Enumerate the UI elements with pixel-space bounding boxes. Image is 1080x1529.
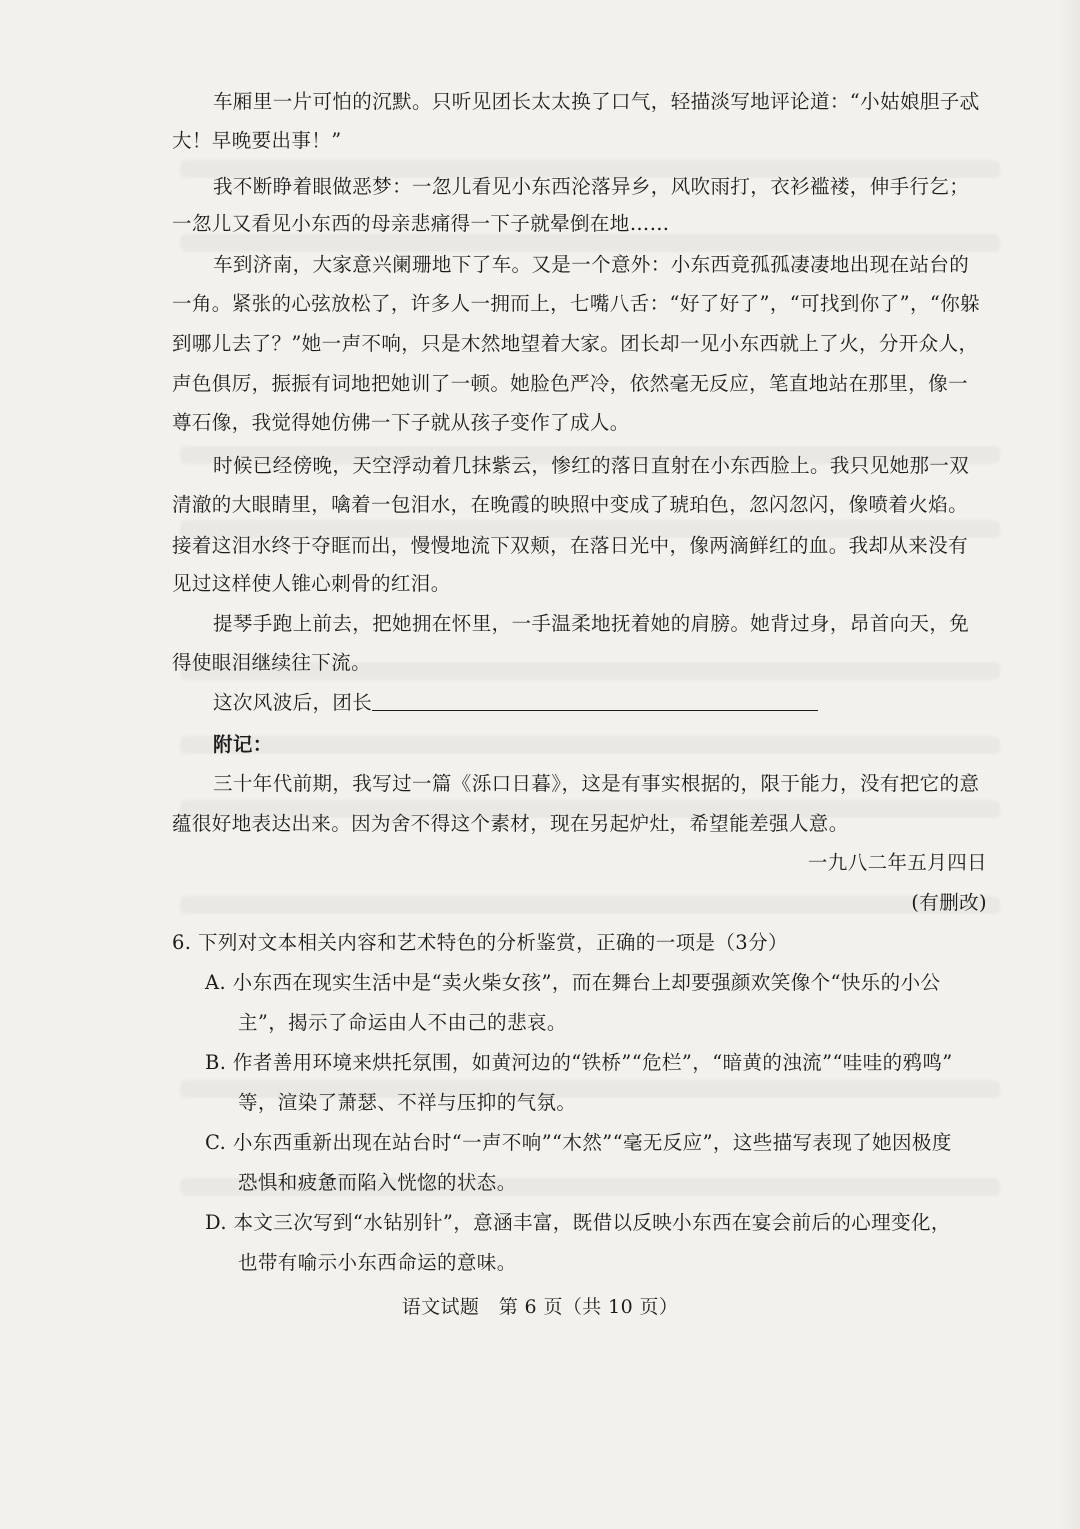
abridged-note: (有删改) (911, 891, 987, 914)
bleed-through (180, 896, 1000, 914)
option-d-continued: 也带有喻示小东西命运的意味。 (238, 1251, 517, 1274)
option-b-continued: 等，渲染了萧瑟、不祥与压抑的气氛。 (238, 1091, 577, 1114)
passage-line: 清澈的大眼睛里，噙着一包泪水，在晚霞的映照中变成了琥珀色，忽闪忽闪，像喷着火焰。 (172, 493, 969, 516)
option-a-continued: 主”，揭示了命运由人不由己的悲哀。 (238, 1011, 567, 1034)
passage-line: 接着这泪水终于夺眶而出，慢慢地流下双颊，在落日光中，像两滴鲜红的血。我却从来没有 (172, 534, 969, 557)
bleed-through (180, 736, 1000, 754)
passage-line: 到哪儿去了？”她一声不响，只是木然地望着大家。团长却一见小东西就上了火，分开众人， (172, 332, 979, 355)
option-a[interactable]: A. 小东西在现实生活中是“卖火柴女孩”，而在舞台上却要强颜欢笑像个“快乐的小公 (205, 971, 941, 994)
passage-line: 一忽儿又看见小东西的母亲悲痛得一下子就晕倒在地…… (172, 212, 670, 235)
option-c[interactable]: C. 小东西重新出现在站台时“一声不响”“木然”“毫无反应”，这些描写表现了她因极度 (205, 1131, 952, 1154)
passage-fill-blank-line (213, 690, 818, 716)
passage-line: 我不断睁着眼做恶梦：一忽儿看见小东西沦落异乡，风吹雨打，衣衫褴褛，伸手行乞； (213, 175, 970, 198)
passage-line: 车到济南，大家意兴阑珊地下了车。又是一个意外：小东西竟孤孤凄凄地出现在站台的 (213, 253, 970, 276)
fill-blank-prefix: 这次风波后，团长 (213, 691, 373, 714)
passage-line: 车厢里一片可怕的沉默。只听见团长太太换了口气，轻描淡写地评论道：“小姑娘胆子忒 (213, 90, 980, 113)
page-footer: 语文试题 第 6 页（共 10 页） (401, 1296, 679, 1318)
postscript-date: 一九八二年五月四日 (807, 851, 987, 874)
postscript-heading: 附记： (213, 733, 273, 756)
passage-line: 提琴手跑上前去，把她拥在怀里，一手温柔地抚着她的肩膀。她背过身，昂首向天，免 (213, 612, 970, 635)
postscript-line: 蕴很好地表达出来。因为舍不得这个素材，现在另起炉灶，希望能差强人意。 (172, 812, 849, 835)
passage-line: 一角。紧张的心弦放松了，许多人一拥而上，七嘴八舌：“好了好了”，“可找到你了”，“你躲 (172, 292, 981, 315)
passage-line: 尊石像，我觉得她仿佛一下子就从孩子变作了成人。 (172, 411, 630, 434)
passage-line: 声色俱厉，振振有词地把她训了一顿。她脸色严冷，依然毫无反应，笔直地站在那里，像一 (172, 372, 969, 395)
passage-line: 得使眼泪继续往下流。 (172, 651, 372, 674)
option-c-continued: 恐惧和疲惫而陷入恍惚的状态。 (238, 1171, 517, 1194)
option-b[interactable]: B. 作者善用环境来烘托氛围，如黄河边的“铁桥”“危栏”，“暗黄的浊流”“哇哇的鸦鸣” (205, 1051, 953, 1074)
postscript-line: 三十年代前期，我写过一篇《泺口日暮》，这是有事实根据的，限于能力，没有把它的意 (213, 772, 980, 795)
passage-line: 大！早晚要出事！” (172, 129, 342, 152)
question-stem: 6. 下列对文本相关内容和艺术特色的分析鉴赏，正确的一项是（3分） (172, 931, 788, 954)
passage-line: 时候已经傍晚，天空浮动着几抹紫云，惨红的落日直射在小东西脸上。我只见她那一双 (213, 454, 970, 477)
answer-blank[interactable] (372, 692, 818, 711)
passage-line: 见过这样使人锥心刺骨的红泪。 (172, 572, 451, 595)
option-d[interactable]: D. 本文三次写到“水钻别针”，意涵丰富，既借以反映小东西在宴会前后的心理变化， (205, 1211, 951, 1234)
